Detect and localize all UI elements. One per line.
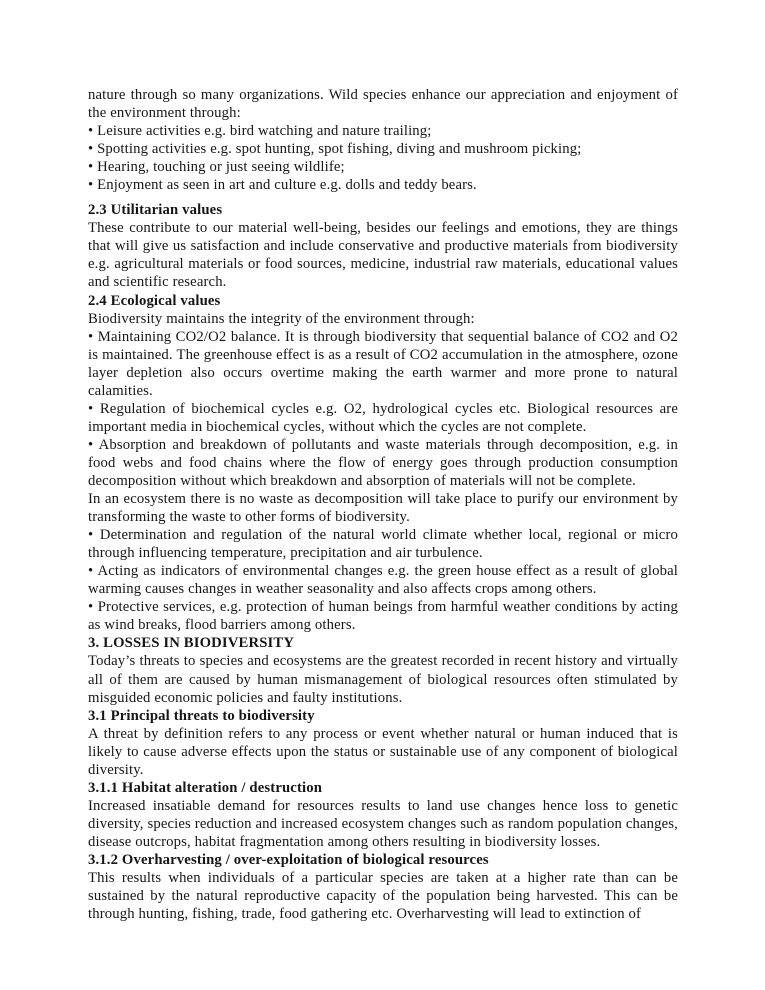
heading-3-1-principal-threats: 3.1 Principal threats to biodiversity [88,707,315,724]
intro-paragraph: nature through so many organizations. Wild species enhance our appreciation and enjoyment of the environment through: [88,87,678,122]
list-item-spotting: • Spotting activities e.g. spot hunting, spot fishing, diving and mushroom picking; [88,141,582,158]
list-item-protective-services: • Protective services, e.g. protection of human beings from harmful weather conditions by acting as wind breaks, flood barriers among others. [88,599,678,634]
list-item-hearing: • Hearing, touching or just seeing wildlife; [88,159,345,176]
paragraph-utilitarian-values: These contribute to our material well-being, besides our feelings and emotions, they are things that will give us satisfaction and include conservative and productive materials from biodiversity e.g. agricultural materials or food sources, medicine, industrial raw materials, educational values and scientific research. [88,220,678,291]
list-item-co2-balance: • Maintaining CO2/O2 balance. It is through biodiversity that sequential balance of CO2 and O2 is maintained. The greenhouse effect is as a result of CO2 accumulation in the atmosphere, ozone layer depletion also occurs overtime making the earth warmer and more prone to natural calamities. [88,328,678,399]
heading-3-1-1-habitat-alteration: 3.1.1 Habitat alteration / destruction [88,779,323,796]
list-item-climate-regulation: • Determination and regulation of the natural world climate whether local, regional or micro through influencing temperature, precipitation and air turbulence. [88,527,678,562]
heading-2-4-ecological-values: 2.4 Ecological values [88,292,221,309]
list-item-leisure: • Leisure activities e.g. bird watching and nature trailing; [88,123,432,140]
heading-3-losses-in-biodiversity: 3. LOSSES IN BIODIVERSITY [88,635,295,652]
paragraph-losses-intro: Today’s threats to species and ecosystems are the greatest recorded in recent history and virtually all of them are caused by human mismanagement of biological resources often stimulated by misguided economic policies and faulty institutions. [88,653,678,706]
text-column [88,86,678,923]
list-item-biochemical-cycles: • Regulation of biochemical cycles e.g. O2, hydrological cycles etc. Biological resources are important media in biochemical cycles, without which the cycles are not complete. [88,400,678,435]
paragraph-habitat-alteration: Increased insatiable demand for resources results to land use changes hence loss to genetic diversity, species reduction and increased ecosystem changes such as random population changes, disease outcrops, habitat fragmentation among others resulting in biodiversity losses. [88,797,678,850]
paragraph-ecosystem-waste: In an ecosystem there is no waste as decomposition will take place to purify our environment by transforming the waste to other forms of biodiversity. [88,491,678,526]
heading-2-3-utilitarian-values: 2.3 Utilitarian values [88,202,223,219]
section-spacer [88,194,678,201]
list-item-enjoyment: • Enjoyment as seen in art and culture e.g. dolls and teddy bears. [88,177,477,194]
paragraph-overharvesting: This results when individuals of a particular species are taken at a higher rate than can be sustained by the natural reproductive capacity of the population being harvested. This can be through hunting, fishing, trade, food gathering etc. Overharvesting will lead to extinction of [88,870,678,923]
paragraph-ecological-intro: Biodiversity maintains the integrity of the environment through: [88,310,475,327]
paragraph-principal-threats: A threat by definition refers to any process or event whether natural or human induced that is likely to cause adverse effects upon the status or sustainable use of any component of biological diversity. [88,725,678,778]
heading-3-1-2-overharvesting: 3.1.2 Overharvesting / over-exploitation of biological resources [88,851,489,868]
list-item-absorption-breakdown: • Absorption and breakdown of pollutants and waste materials through decomposition, e.g. in food webs and food chains where the flow of energy goes through production consumption decomposition without which breakdown and absorption of materials will not be complete. [88,436,678,489]
list-item-environmental-indicators: • Acting as indicators of environmental changes e.g. the green house effect as a result of global warming causes changes in weather seasonality and also affects crops among others. [88,563,678,598]
